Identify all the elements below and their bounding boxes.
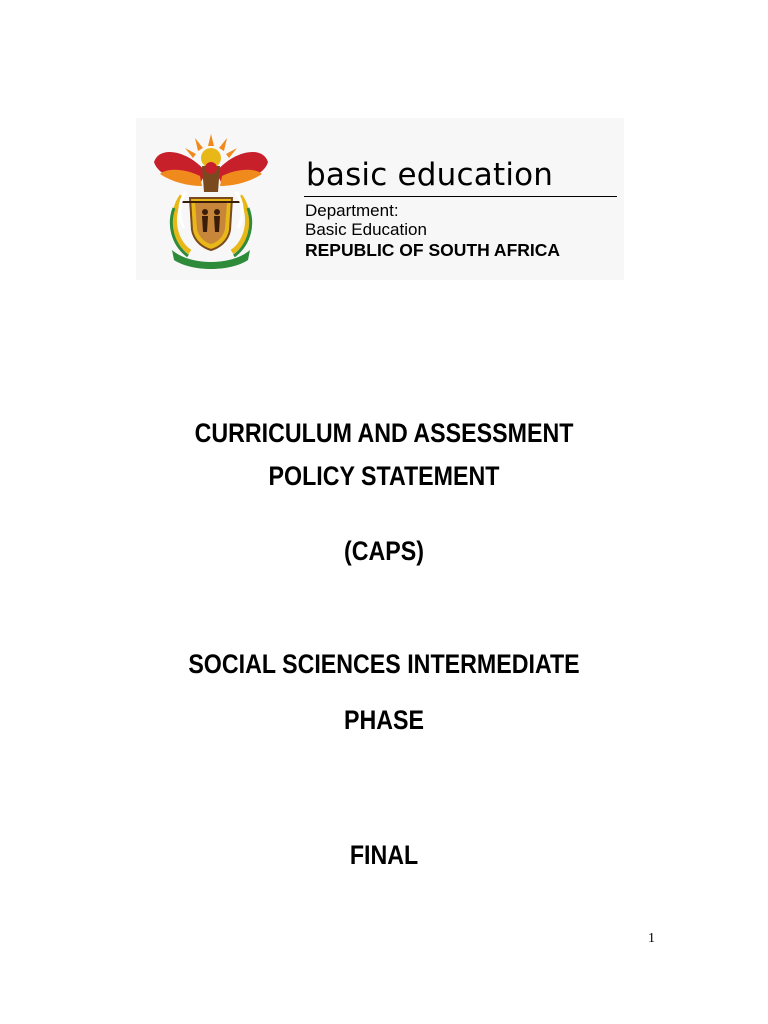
department-name: Basic Education <box>305 220 427 239</box>
country-name: REPUBLIC OF SOUTH AFRICA <box>305 240 561 260</box>
department-label: Department: <box>305 201 399 220</box>
brand-divider <box>304 196 617 197</box>
document-status: FINAL <box>349 840 419 870</box>
coat-of-arms-logo <box>150 132 272 270</box>
document-title-line1: CURRICULUM AND ASSESSMENT <box>194 418 574 448</box>
document-acronym: (CAPS) <box>344 536 424 566</box>
subject-line2: PHASE <box>343 705 425 735</box>
brand-title: basic education <box>306 157 554 193</box>
document-title-line2: POLICY STATEMENT <box>268 461 500 491</box>
subject-line1: SOCIAL SCIENCES INTERMEDIATE <box>188 649 580 679</box>
page-number: 1 <box>648 931 655 946</box>
